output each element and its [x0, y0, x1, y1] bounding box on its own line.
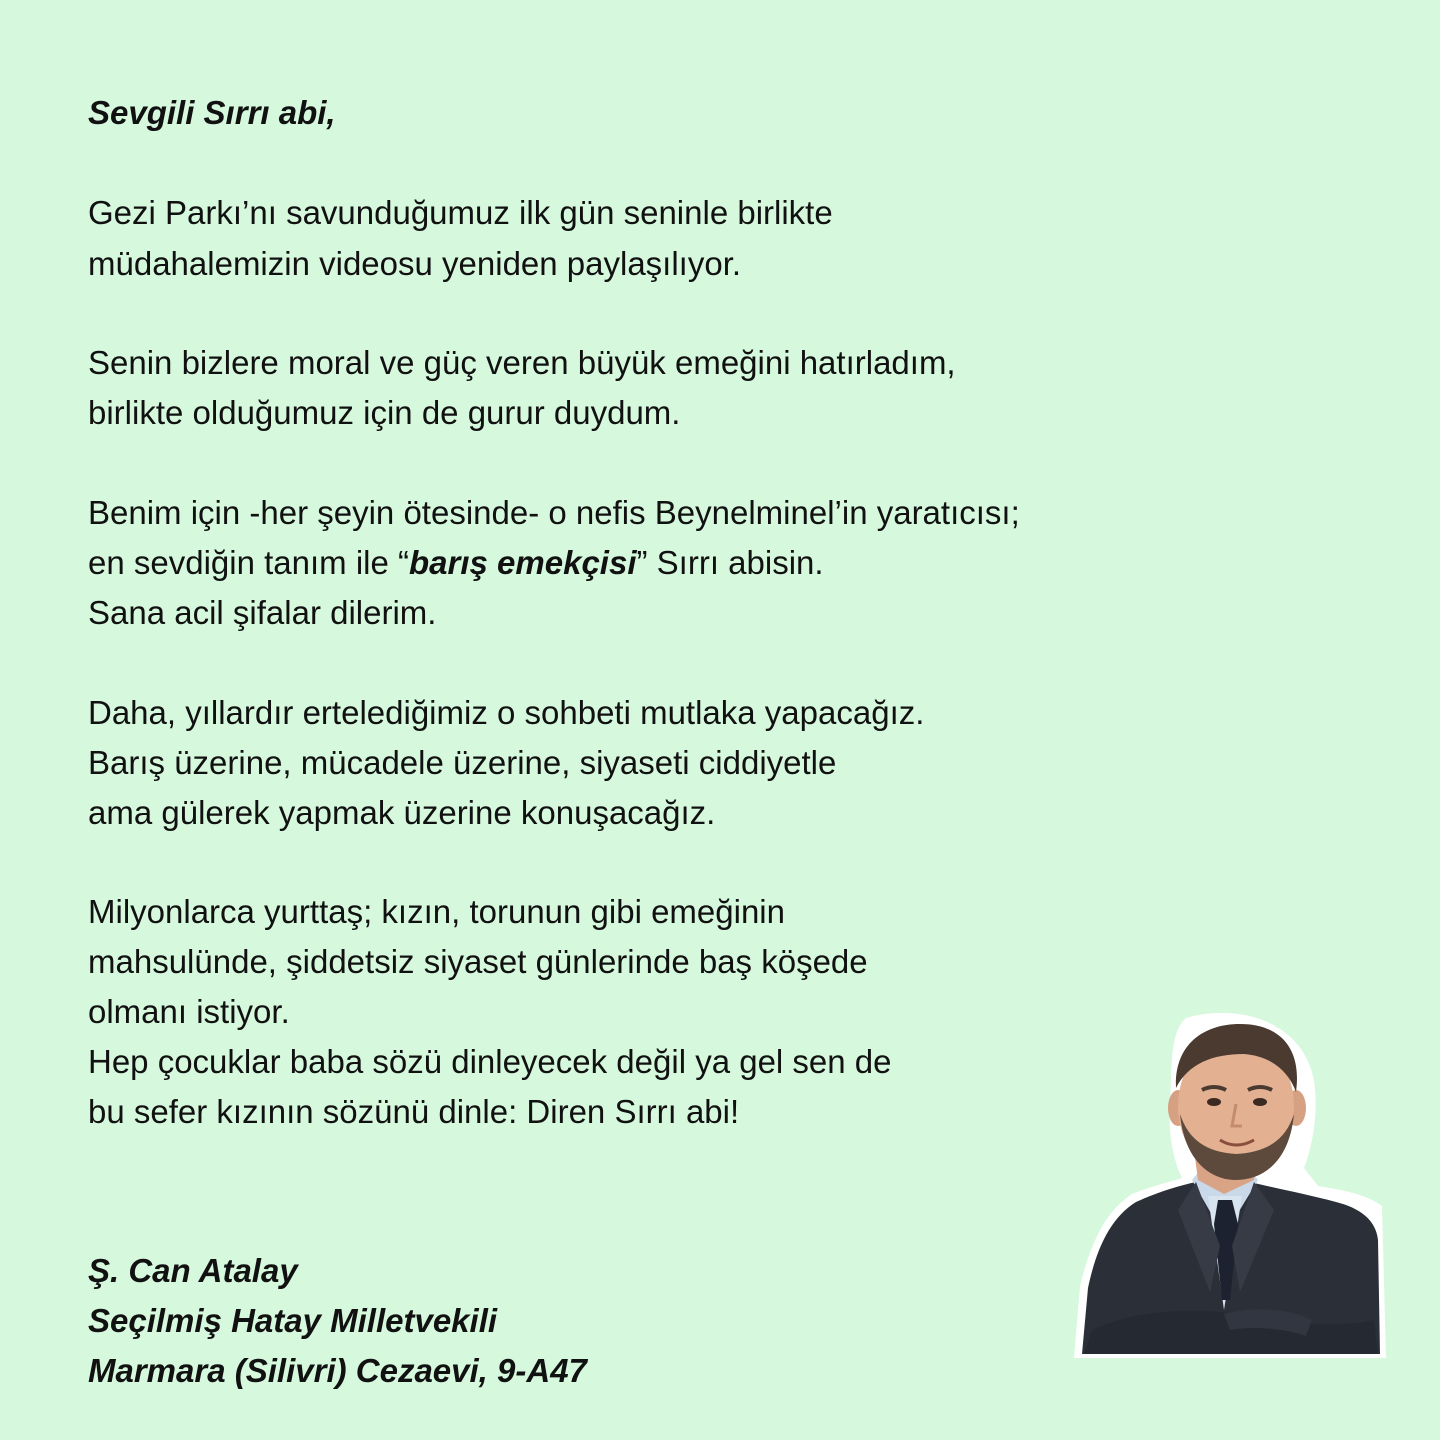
signature-location: Marmara (Silivri) Cezaevi, 9-A47	[88, 1352, 587, 1389]
emphasis-baris-emekcisi: barış emekçisi	[409, 544, 637, 581]
paragraph-4-line-1: Daha, yıllardır ertelediğimiz o sohbeti mutlaka yapacağız.	[88, 694, 925, 731]
paragraph-2-line-2: birlikte olduğumuz için de gurur duydum.	[88, 394, 681, 431]
paragraph-5-line-1: Milyonlarca yurttaş; kızın, torunun gibi emeğinin	[88, 893, 785, 930]
paragraph-3-line-3: Sana acil şifalar dilerim.	[88, 594, 437, 631]
salutation: Sevgili Sırrı abi,	[88, 94, 336, 131]
paragraph-5-line-2: mahsulünde, şiddetsiz siyaset günlerinde baş köşede	[88, 943, 868, 980]
paragraph-1-line-1: Gezi Parkı’nı savunduğumuz ilk gün seninle birlikte	[88, 194, 833, 231]
paragraph-4-line-2: Barış üzerine, mücadele üzerine, siyaseti ciddiyetle	[88, 744, 837, 781]
signature-title: Seçilmiş Hatay Milletvekili	[88, 1302, 498, 1339]
paragraph-1-line-2: müdahalemizin videosu yeniden paylaşılıyor.	[88, 245, 742, 282]
paragraph-3-line-2-start: en sevdiğin tanım ile “	[88, 544, 409, 581]
paragraph-3-line-2-end: ” Sırrı abisin.	[636, 544, 824, 581]
paragraph-5-line-4: Hep çocuklar baba sözü dinleyecek değil ya gel sen de	[88, 1043, 892, 1080]
paragraph-5-line-5: bu sefer kızının sözünü dinle: Diren Sırrı abi!	[88, 1093, 740, 1130]
paragraph-4-line-3: ama gülerek yapmak üzerine konuşacağız.	[88, 794, 716, 831]
signature-name: Ş. Can Atalay	[88, 1252, 298, 1289]
paragraph-2-line-1: Senin bizlere moral ve güç veren büyük emeğini hatırladım,	[88, 344, 956, 381]
paragraph-3-line-2	[88, 538, 824, 588]
paragraph-5-line-3: olmanı istiyor.	[88, 993, 290, 1030]
paragraph-3-line-1: Benim için -her şeyin ötesinde- o nefis Beynelminel’in yaratıcısı;	[88, 494, 1020, 531]
portrait-photo	[1074, 1010, 1386, 1360]
